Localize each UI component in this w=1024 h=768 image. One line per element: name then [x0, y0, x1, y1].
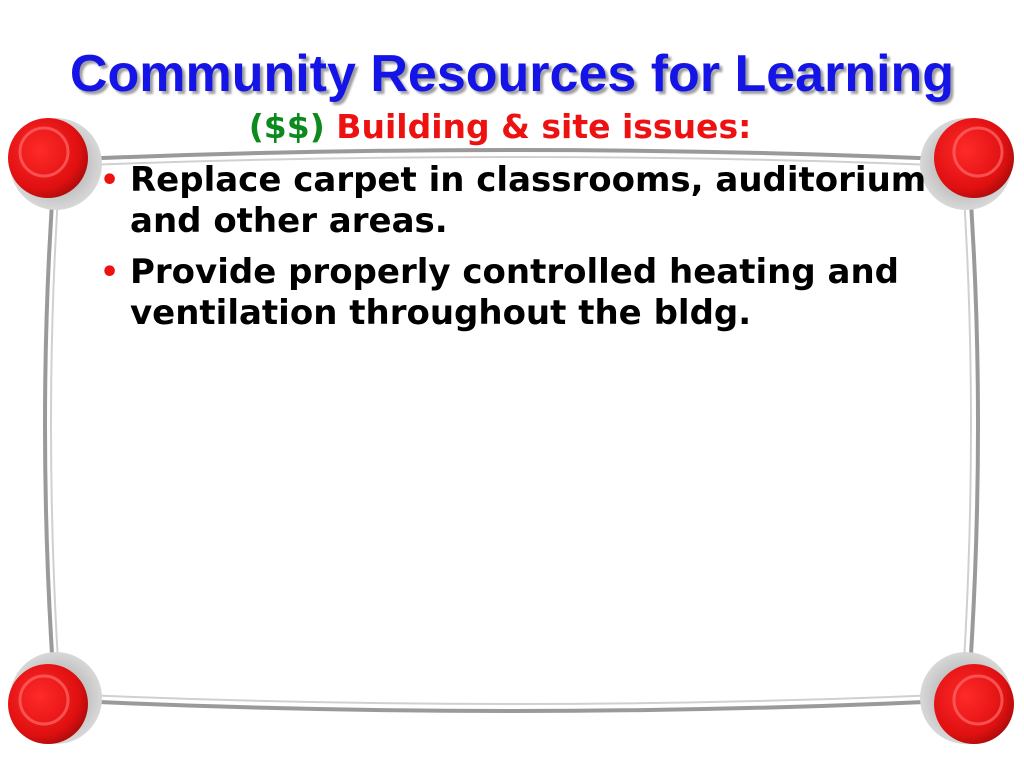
bullet-item	[100, 252, 960, 334]
bullet-list	[100, 160, 960, 344]
red-ball-icon	[920, 652, 1014, 744]
bullet-item	[100, 160, 960, 242]
slide-subtitle	[0, 106, 1000, 148]
red-ball-icon	[8, 652, 102, 744]
bullet-text: Provide properly controlled heating and ventilation throughout the bldg.	[130, 252, 900, 333]
subtitle-topic: Building & site issues:	[336, 107, 752, 146]
bullet-icon: •	[100, 255, 120, 290]
bullet-text: Replace carpet in classrooms, auditorium and other areas.	[130, 160, 927, 241]
slide-title: Community Resources for Learning	[69, 45, 955, 103]
bullet-icon: •	[100, 163, 120, 198]
subtitle-money: ($$)	[248, 107, 325, 146]
